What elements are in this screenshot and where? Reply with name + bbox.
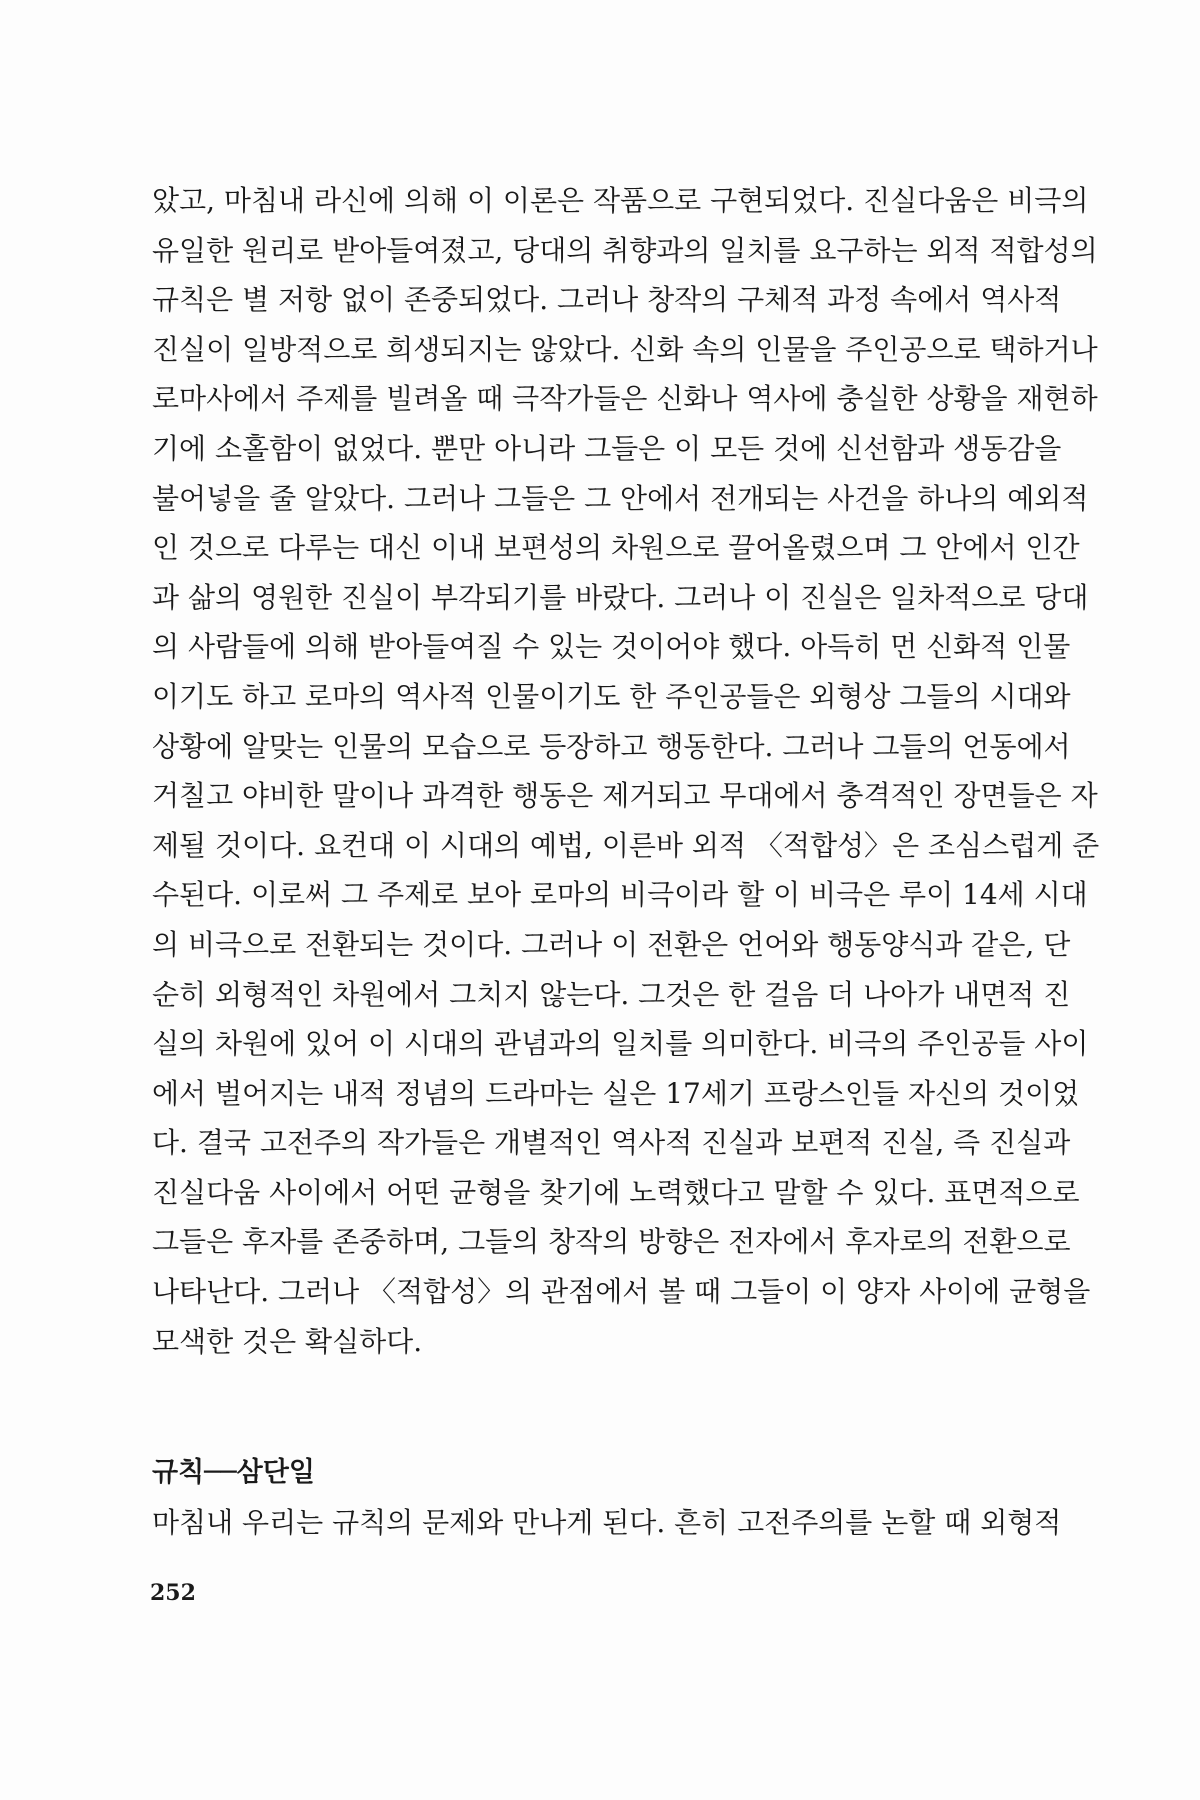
text-line: 나타난다. 그러나 〈적합성〉의 관점에서 볼 때 그들이 이 양자 사이에 균형을	[152, 1275, 1091, 1309]
text-line: 모색한 것은 확실하다.	[152, 1324, 423, 1358]
text-line: 기에 소홀함이 없었다. 뿐만 아니라 그들은 이 모든 것에 신선함과 생동감을	[152, 431, 1062, 465]
text-line: 인 것으로 다루는 대신 이내 보편성의 차원으로 끌어올렸으며 그 안에서 인간	[152, 531, 1080, 565]
text-line: 거칠고 야비한 말이나 과격한 행동은 제거되고 무대에서 충격적인 장면들은 자	[152, 779, 1098, 813]
text-line: 에서 벌어지는 내적 정념의 드라마는 실은 17세기 프랑스인들 자신의 것이었	[152, 1076, 1080, 1110]
text-line: 로마사에서 주제를 빌려올 때 극작가들은 신화나 역사에 충실한 상황을 재현하	[152, 382, 1098, 416]
text-line: 수된다. 이로써 그 주제로 보아 로마의 비극이라 할 이 비극은 루이 14세 시대	[152, 878, 1088, 912]
text-line: 다. 결국 고전주의 작가들은 개별적인 역사적 진실과 보편적 진실, 즉 진실과	[152, 1126, 1071, 1160]
body-paragraph	[152, 176, 1100, 1366]
text-line: 의 비극으로 전환되는 것이다. 그러나 이 전환은 언어와 행동양식과 같은, 단	[152, 927, 1071, 961]
text-line: 상황에 알맞는 인물의 모습으로 등장하고 행동한다. 그러나 그들의 언동에서	[152, 729, 1071, 763]
section-heading: 규칙──삼단일	[152, 1457, 315, 1488]
text-line: 진실다움 사이에서 어떤 균형을 찾기에 노력했다고 말할 수 있다. 표면적으로	[152, 1175, 1080, 1209]
text-line: 규칙은 별 저항 없이 존중되었다. 그러나 창작의 구체적 과정 속에서 역사적	[152, 283, 1062, 317]
page-number: 252	[150, 1580, 196, 1606]
text-line: 진실이 일방적으로 희생되지는 않았다. 신화 속의 인물을 주인공으로 택하거나	[152, 332, 1098, 366]
text-line: 의 사람들에 의해 받아들여질 수 있는 것이어야 했다. 아득히 먼 신화적 인물	[152, 630, 1071, 664]
text-line: 불어넣을 줄 알았다. 그러나 그들은 그 안에서 전개되는 사건을 하나의 예외적	[152, 481, 1089, 515]
text-line: 그들은 후자를 존중하며, 그들의 창작의 방향은 전자에서 후자로의 전환으로	[152, 1225, 1071, 1259]
section-rules	[152, 1448, 1062, 1548]
text-line: 이기도 하고 로마의 역사적 인물이기도 한 주인공들은 외형상 그들의 시대와	[152, 679, 1071, 713]
text-line: 순히 외형적인 차원에서 그치지 않는다. 그것은 한 걸음 더 나아가 내면적 진	[152, 977, 1071, 1011]
text-line: 제될 것이다. 요컨대 이 시대의 예법, 이른바 외적 〈적합성〉은 조심스럽게 준	[152, 828, 1100, 862]
text-line: 실의 차원에 있어 이 시대의 관념과의 일치를 의미한다. 비극의 주인공들 사이	[152, 1027, 1089, 1061]
text-line: 았고, 마침내 라신에 의해 이 이론은 작품으로 구현되었다. 진실다움은 비극의	[152, 184, 1089, 217]
text-line: 과 삶의 영원한 진실이 부각되기를 바랐다. 그러나 이 진실은 일차적으로 당대	[152, 580, 1089, 614]
text-line: 마침내 우리는 규칙의 문제와 만나게 된다. 흔히 고전주의를 논할 때 외형적	[152, 1506, 1062, 1539]
text-line: 유일한 원리로 받아들여졌고, 당대의 취향과의 일치를 요구하는 외적 적합성의	[152, 233, 1098, 267]
